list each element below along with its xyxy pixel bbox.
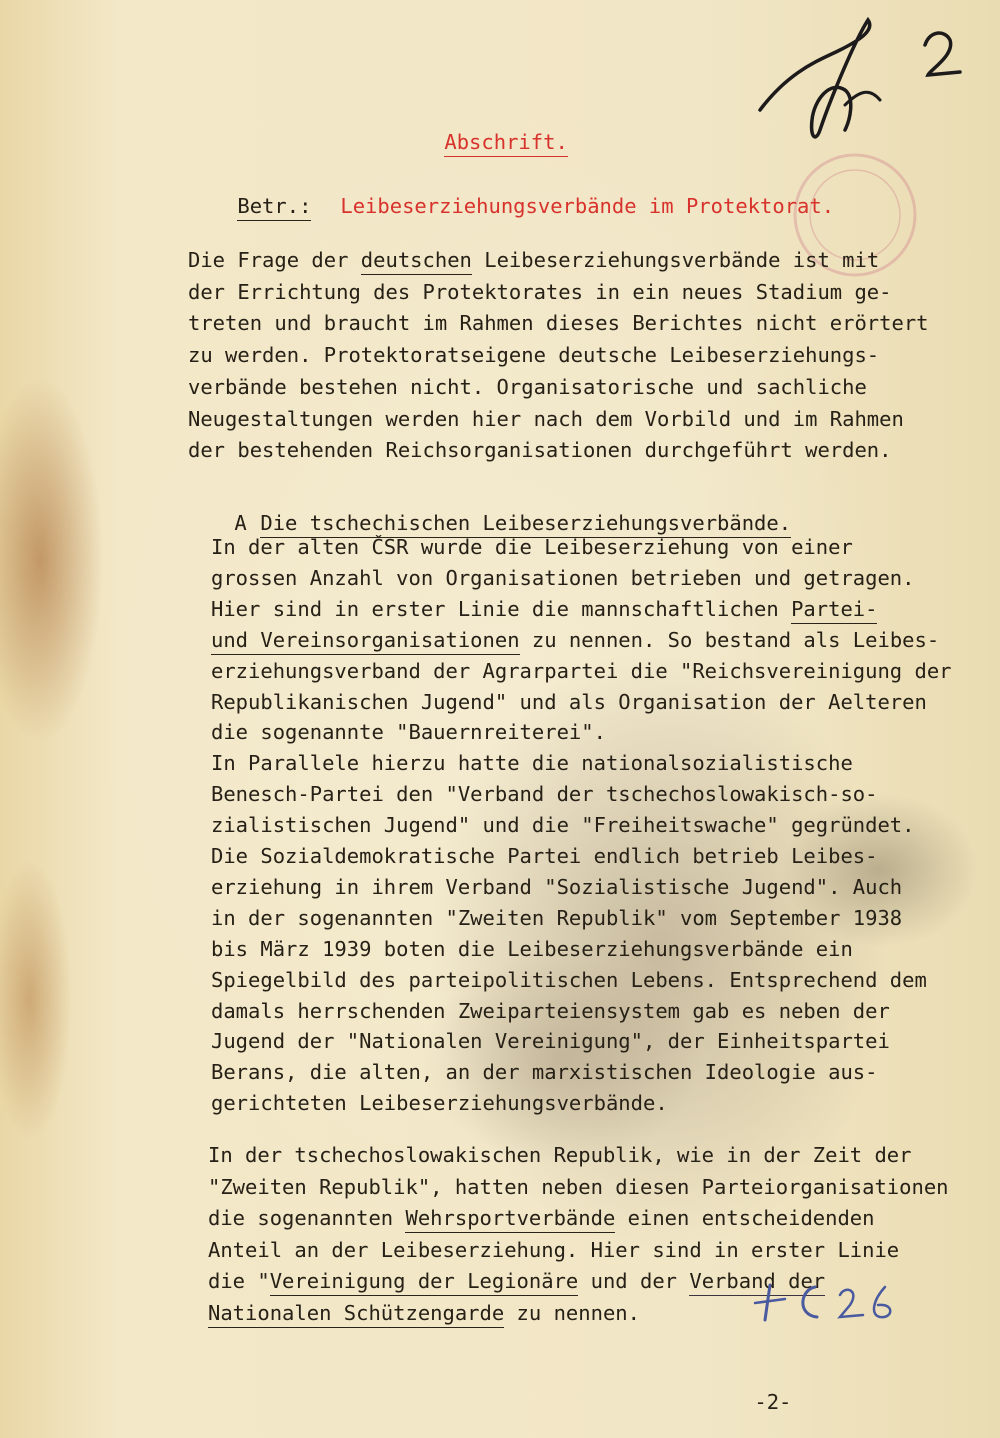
text-line: Die Sozialdemokratische Partei endlich betrieb Leibes- <box>211 844 878 868</box>
text-line: In der tschechoslowakischen Republik, wie in der Zeit der <box>208 1143 912 1167</box>
text-line <box>211 596 878 621</box>
underlined-text: Verband der <box>689 1269 825 1296</box>
text-line: Berans, die alten, an der marxistischen Ideologie aus- <box>211 1060 878 1085</box>
text-line: verbände bestehen nicht. Organisatorische und sachliche <box>188 374 867 399</box>
text-line <box>208 1300 640 1325</box>
text-line: zu werden. Protektoratseigene deutsche Leibeserziehungs- <box>188 343 880 368</box>
text-span: zu nennen. <box>504 1300 640 1325</box>
text-line <box>188 250 879 270</box>
underlined-text: deutschen <box>361 248 472 275</box>
text-line: Neugestaltungen werden hier nach dem Vorbild und im Rahmen <box>188 406 904 431</box>
text-line: In der alten ČSR wurde die Leibeserziehung von einer <box>211 535 853 559</box>
underlined-text: Vereinigung der Legionäre <box>270 1269 579 1296</box>
text-line: grossen Anzahl von Organisationen betrieben und getragen. <box>211 565 915 590</box>
text-line: Spiegelbild des parteipolitischen Lebens. Entsprechend dem <box>211 967 927 992</box>
text-span: und der <box>578 1269 690 1293</box>
text-span: zu nennen. So bestand als Leibes- <box>519 627 940 652</box>
text-line: In Parallele hierzu hatte die nationalsozialistische <box>211 751 853 776</box>
text-line: gerichteten Leibeserziehungsverbände. <box>211 1091 668 1116</box>
text-line: "Zweiten Republik", hatten neben diesen Parteiorganisationen <box>208 1174 949 1199</box>
text-line: erziehungsverband der Agrarpartei die "Reichsvereinigung der <box>211 658 952 683</box>
text-line <box>208 1271 825 1291</box>
text-line: treten und braucht im Rahmen dieses Berichtes nicht erörtert <box>188 311 929 336</box>
section-a-heading: Die tschechischen Leibeserziehungsverbände. <box>211 493 791 553</box>
text-line: bis März 1939 boten die Leibeserziehungsverbände ein <box>211 936 853 961</box>
text-span: Hier sind in erster Linie die mannschaftlichen <box>211 596 792 621</box>
text-line: der bestehenden Reichsorganisationen durchgeführt werden. <box>188 438 892 463</box>
text-span: die sogenannten <box>208 1206 406 1230</box>
subject-text: Leibeserziehungsverbände im Protektorat. <box>340 194 835 218</box>
text-line: Benesch-Partei den "Verband der tschechoslowakisch-so- <box>211 782 878 807</box>
text-line: die sogenannte "Bauernreiterei". <box>211 720 606 745</box>
text-span: die " <box>208 1269 270 1293</box>
subject-label: Betr.: <box>237 194 311 221</box>
text-span: Die Frage der <box>188 248 361 272</box>
handwritten-initials <box>750 10 990 150</box>
text-line: erziehung in ihrem Verband "Sozialistische Jugend". Auch <box>211 874 903 899</box>
underlined-text: Partei- <box>791 597 877 624</box>
handwritten-pencil-mark <box>745 1265 915 1335</box>
text-line <box>208 1208 875 1228</box>
text-line <box>211 627 940 652</box>
text-line: der Errichtung des Protektorates in ein neues Stadium ge- <box>188 279 892 304</box>
text-span: Leibeserziehungsverbände ist mit <box>471 248 880 272</box>
underlined-text: Wehrsportverbände <box>405 1206 615 1233</box>
text-line: Republikanischen Jugend" und als Organisation der Aelteren <box>211 689 927 714</box>
page-marker: -2- <box>754 1390 792 1414</box>
text-line: damals herrschenden Zweiparteiensystem gab es neben der <box>211 998 890 1023</box>
section-a-letter: A <box>234 511 247 535</box>
text-line: Anteil an der Leibeserziehung. Hier sind in erster Linie <box>208 1237 900 1262</box>
underlined-text: Nationalen Schützengarde <box>208 1301 504 1328</box>
document-title: Abschrift. <box>395 112 568 172</box>
text-span: einen entscheidenden <box>615 1206 875 1230</box>
underlined-text: und Vereinsorganisationen <box>211 628 520 655</box>
text-line: Jugend der "Nationalen Vereinigung", der Einheitspartei <box>211 1029 890 1054</box>
text-line: in der sogenannten "Zweiten Republik" vom September 1938 <box>211 905 903 930</box>
text-line: zialistischen Jugend" und die "Freiheitswache" gegründet. <box>211 813 915 838</box>
